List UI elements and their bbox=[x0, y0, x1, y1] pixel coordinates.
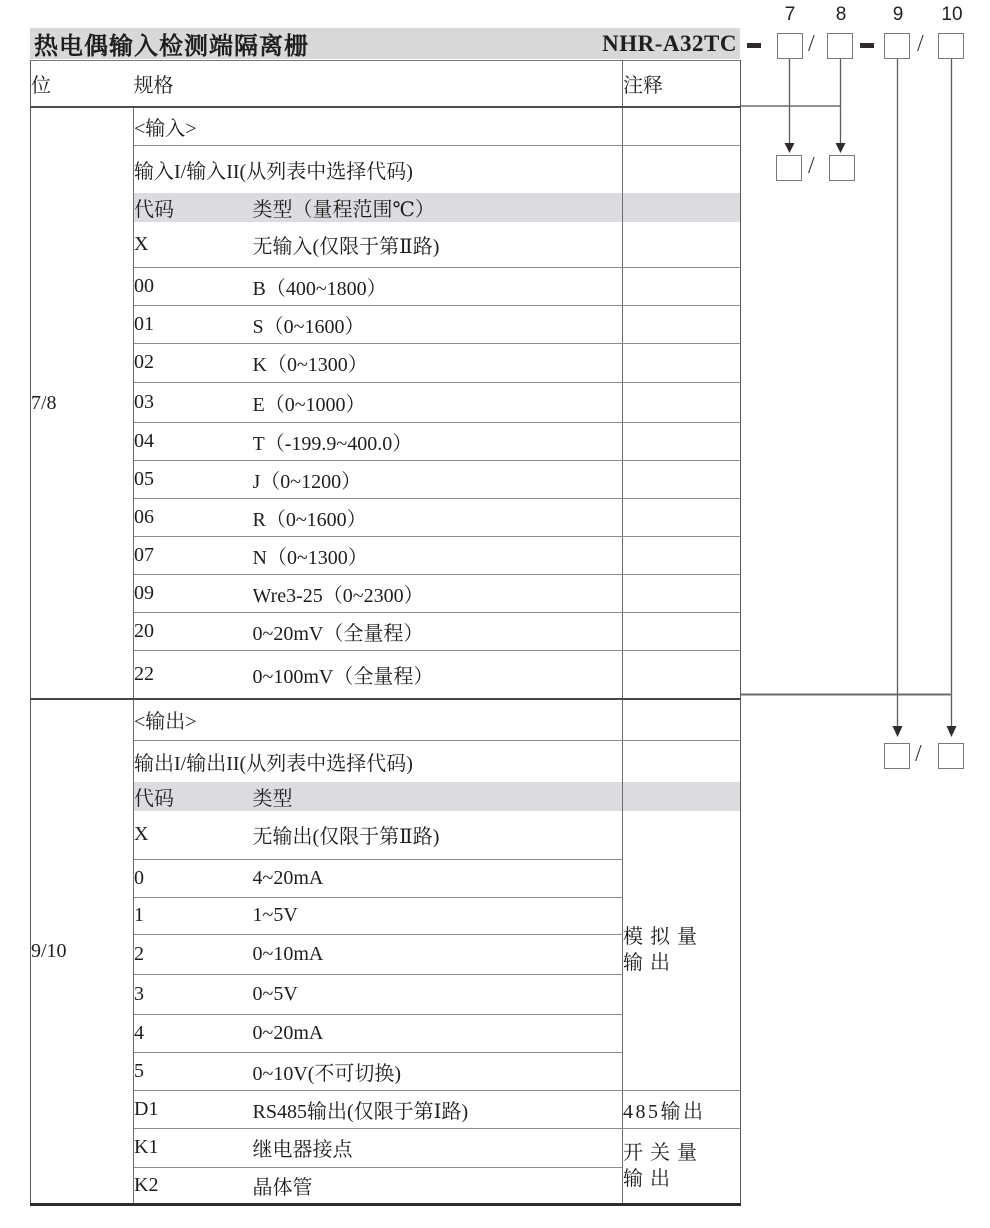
code-cell: 03 bbox=[134, 382, 253, 422]
code-box-digit-9 bbox=[884, 33, 910, 59]
dash-icon bbox=[860, 43, 874, 48]
code-cell: 01 bbox=[134, 305, 253, 343]
code-cell: 2 bbox=[134, 934, 253, 974]
slash-separator: / bbox=[808, 31, 815, 57]
code-cell: 09 bbox=[134, 574, 253, 612]
position-cell: 7/8 bbox=[31, 107, 134, 699]
code-cell: K1 bbox=[134, 1128, 253, 1167]
note-line: 输出 bbox=[623, 952, 677, 975]
type-cell: 0~5V bbox=[253, 974, 623, 1014]
note-cell-analog-output bbox=[623, 811, 741, 1090]
section-intro: <输入> bbox=[134, 107, 623, 145]
result-box-output-2 bbox=[938, 743, 964, 769]
note-cell bbox=[623, 574, 741, 612]
code-cell: 0 bbox=[134, 859, 253, 897]
digit-label-10: 10 bbox=[941, 4, 963, 25]
position-cell: 9/10 bbox=[31, 699, 134, 1204]
band-code: 代码 bbox=[134, 193, 253, 222]
digit-label-7: 7 bbox=[784, 4, 796, 25]
code-cell: 02 bbox=[134, 343, 253, 382]
note-cell bbox=[623, 382, 741, 422]
note-cell bbox=[623, 343, 741, 382]
digit-label-8: 8 bbox=[835, 4, 847, 25]
section-intro-row bbox=[31, 107, 741, 145]
note-cell-switch-output bbox=[623, 1128, 741, 1204]
digit-label-9: 9 bbox=[892, 4, 904, 25]
code-cell: 07 bbox=[134, 536, 253, 574]
code-row bbox=[31, 222, 741, 267]
note-line: 输出 bbox=[623, 1167, 677, 1190]
band-type: 类型 bbox=[253, 782, 623, 811]
title-bar bbox=[30, 28, 740, 59]
type-cell: 0~20mA bbox=[253, 1014, 623, 1052]
code-cell: 3 bbox=[134, 974, 253, 1014]
col-header-spec: 规格 bbox=[134, 61, 623, 108]
section-intro: <输出> bbox=[134, 699, 623, 740]
code-row bbox=[31, 612, 741, 650]
page-title: 热电偶输入检测端隔离栅 bbox=[34, 34, 309, 60]
band-row bbox=[31, 193, 741, 222]
section-subtitle-row bbox=[31, 145, 741, 193]
band-row bbox=[31, 782, 741, 811]
code-row bbox=[31, 650, 741, 699]
note-cell-485-output: 485输出 bbox=[623, 1090, 741, 1128]
table-header-row bbox=[31, 61, 741, 108]
code-cell: 04 bbox=[134, 422, 253, 460]
type-cell: T（-199.9~400.0） bbox=[253, 422, 623, 460]
code-cell: 05 bbox=[134, 460, 253, 498]
note-cell bbox=[623, 650, 741, 699]
band-code: 代码 bbox=[134, 782, 253, 811]
band-type: 类型（量程范围℃） bbox=[253, 193, 623, 222]
note-cell bbox=[623, 305, 741, 343]
code-box-digit-7 bbox=[777, 33, 803, 59]
band-note bbox=[623, 782, 741, 811]
code-cell: D1 bbox=[134, 1090, 253, 1128]
note-cell bbox=[623, 740, 741, 782]
type-cell: 0~100mV（全量程） bbox=[252, 665, 434, 688]
code-row bbox=[31, 498, 741, 536]
code-row bbox=[31, 305, 741, 343]
arrow-down-icon bbox=[785, 143, 795, 153]
section-subtitle: 输入I/输入II(从列表中选择代码) bbox=[134, 160, 413, 183]
type-cell: 无输入(仅限于第Ⅱ路) bbox=[253, 222, 623, 267]
code-row bbox=[31, 1128, 741, 1167]
type-cell: R（0~1600） bbox=[253, 498, 623, 536]
type-cell: K（0~1300） bbox=[253, 343, 623, 382]
ordering-table-wrap bbox=[30, 60, 741, 1206]
slash-separator: / bbox=[915, 741, 922, 767]
section-subtitle: 输出I/输出II(从列表中选择代码) bbox=[134, 752, 413, 775]
arrow-down-icon bbox=[947, 726, 957, 737]
code-box-digit-10 bbox=[938, 33, 964, 59]
slash-separator: / bbox=[917, 31, 924, 57]
code-row bbox=[31, 382, 741, 422]
result-box-input-1 bbox=[776, 155, 802, 181]
note-cell bbox=[623, 699, 741, 740]
dash-icon bbox=[747, 43, 761, 48]
note-cell bbox=[623, 612, 741, 650]
code-cell: 20 bbox=[134, 612, 253, 650]
col-header-position: 位 bbox=[31, 61, 134, 108]
arrow-down-icon bbox=[893, 726, 903, 737]
type-cell: 0~20mV（全量程） bbox=[253, 612, 623, 650]
section-intro-row bbox=[31, 699, 741, 740]
result-box-output-1 bbox=[884, 743, 910, 769]
code-row bbox=[31, 574, 741, 612]
code-row bbox=[31, 460, 741, 498]
note-cell bbox=[623, 498, 741, 536]
note-line: 模拟量 bbox=[623, 926, 704, 949]
type-cell: J（0~1200） bbox=[253, 460, 623, 498]
type-cell: Wre3-25（0~2300） bbox=[253, 574, 623, 612]
type-cell: 晶体管 bbox=[252, 1176, 313, 1199]
model-number: NHR-A32TC bbox=[602, 30, 737, 56]
slash-separator: / bbox=[808, 153, 815, 179]
type-cell: 4~20mA bbox=[253, 859, 623, 897]
code-box-digit-8 bbox=[827, 33, 853, 59]
note-cell bbox=[623, 107, 741, 145]
code-row bbox=[31, 811, 741, 859]
code-cell: X bbox=[134, 222, 253, 267]
code-cell: 22 bbox=[134, 662, 154, 685]
code-cell: K2 bbox=[134, 1173, 159, 1196]
code-row bbox=[31, 267, 741, 305]
code-row bbox=[31, 422, 741, 460]
code-row bbox=[31, 1090, 741, 1128]
code-cell: 1 bbox=[134, 897, 253, 934]
type-cell: B（400~1800） bbox=[253, 267, 623, 305]
result-box-input-2 bbox=[829, 155, 855, 181]
band-note bbox=[623, 193, 741, 222]
note-cell bbox=[623, 536, 741, 574]
code-cell: 00 bbox=[134, 267, 253, 305]
code-row bbox=[31, 343, 741, 382]
type-cell: S（0~1600） bbox=[253, 305, 623, 343]
arrow-down-icon bbox=[836, 143, 846, 153]
note-line: 开关量 bbox=[623, 1141, 704, 1164]
note-cell bbox=[623, 460, 741, 498]
type-cell: 继电器接点 bbox=[253, 1128, 623, 1167]
col-header-note: 注释 bbox=[623, 61, 741, 108]
type-cell: RS485输出(仅限于第Ⅰ路) bbox=[253, 1090, 623, 1128]
type-cell: 1~5V bbox=[253, 897, 623, 934]
type-cell: N（0~1300） bbox=[253, 536, 623, 574]
note-cell bbox=[623, 422, 741, 460]
type-cell: 0~10V(不可切换) bbox=[253, 1052, 623, 1090]
code-row bbox=[31, 536, 741, 574]
code-cell: 5 bbox=[134, 1052, 253, 1090]
type-cell: E（0~1000） bbox=[253, 382, 623, 422]
ordering-table bbox=[30, 60, 741, 1206]
code-cell: 06 bbox=[134, 498, 253, 536]
section-subtitle-row bbox=[31, 740, 741, 782]
code-cell: 4 bbox=[134, 1014, 253, 1052]
note-cell bbox=[623, 222, 741, 267]
code-cell: X bbox=[134, 811, 253, 859]
type-cell: 0~10mA bbox=[253, 934, 623, 974]
type-cell: 无输出(仅限于第Ⅱ路) bbox=[253, 811, 623, 859]
note-cell bbox=[623, 267, 741, 305]
note-cell bbox=[623, 145, 741, 193]
